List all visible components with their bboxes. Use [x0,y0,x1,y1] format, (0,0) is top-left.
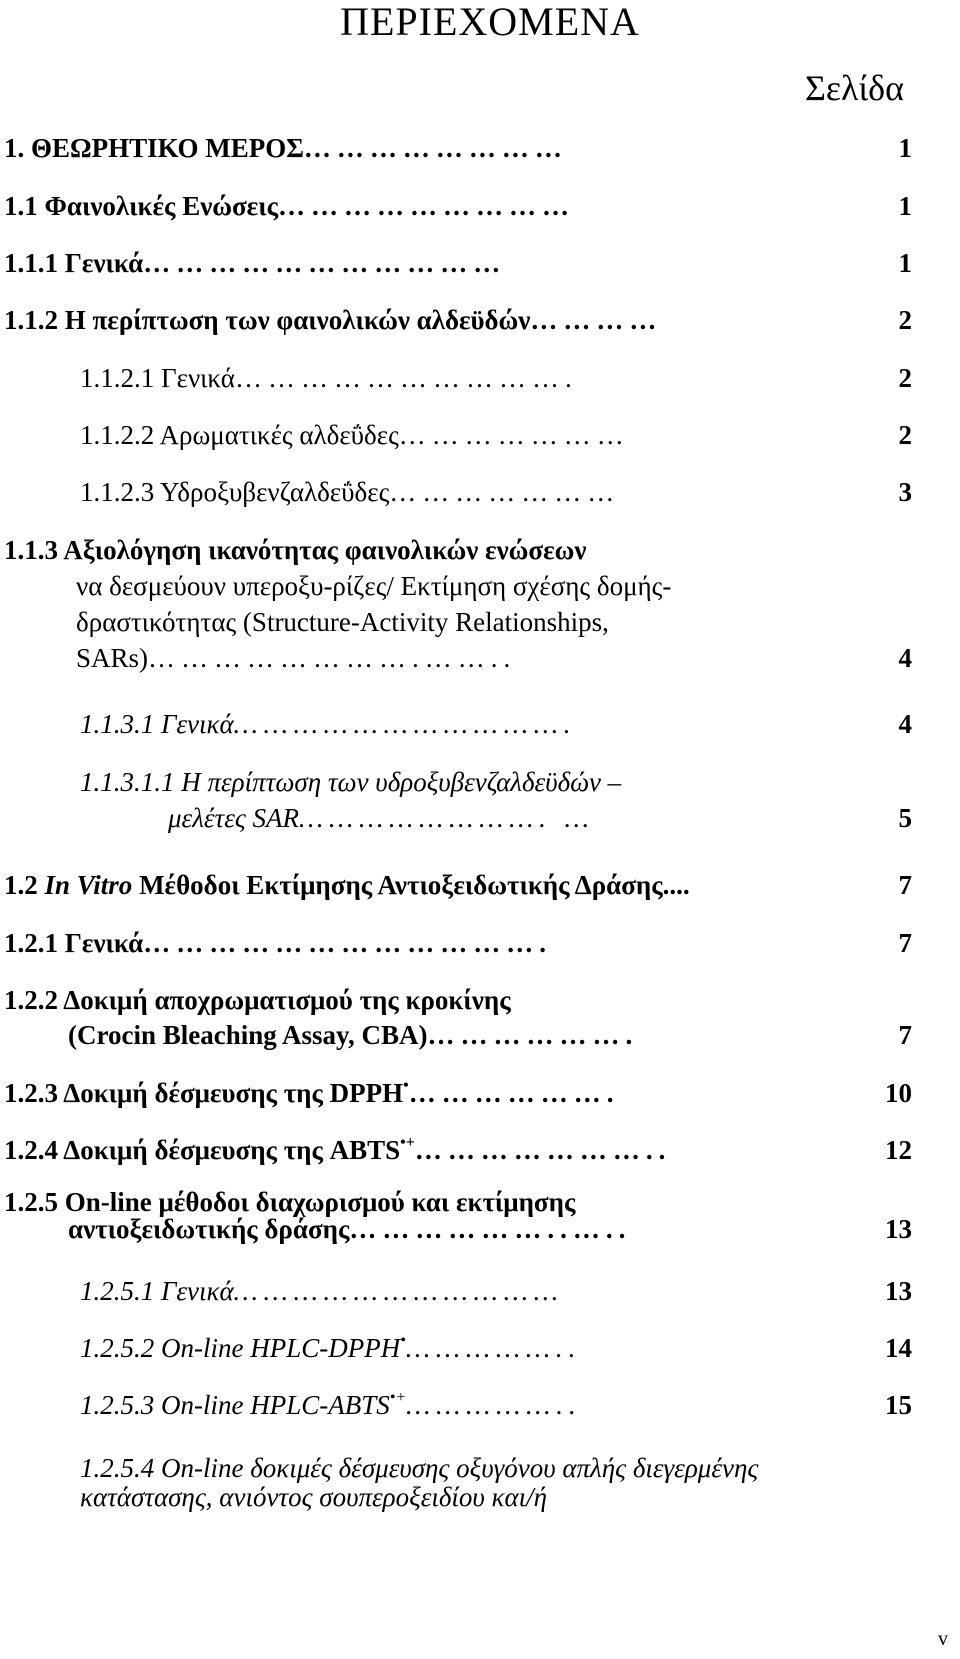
radical-superscript: • [400,1332,406,1349]
toc-entry-1-2-2-line-2 [68,1019,638,1051]
toc-entry-prefix: 1.2 [4,870,45,900]
toc-leader: …………………………. [234,363,578,393]
toc-entry-1-2-5-4-line-1[interactable] [80,1452,758,1484]
toc-entry-1-2-3[interactable] [4,1077,619,1109]
page-title: ΠΕΡΙΕΧΟΜΕΝΑ [340,0,640,44]
toc-entry-1-2-1[interactable] [4,927,552,959]
toc-entry-text: δραστικότητας (Structure-Activity Relationships, [76,607,609,637]
toc-entry-1-1-3-1-1-line-1[interactable] [80,766,621,798]
toc-leader: ………… [530,305,663,335]
toc-entry-text: 1.1.1 Γενικά [4,248,144,278]
toc-entry-1-2-2-line-1[interactable] [4,984,511,1016]
toc-leader: ……………………… [277,191,575,221]
toc-entry-1-1-3-line-4 [76,642,516,674]
toc-entry-text: 1.1.2.3 Υδροξυβενζαλδεΰδες [80,477,390,507]
toc-entry-text: SARs) [76,643,149,673]
toc-entry-1-2-4[interactable] [4,1134,671,1166]
toc-entry-text: 1.1.3 Αξιολόγηση ικανότητας φαινολικών ενώσεων [4,535,587,565]
toc-entry-1-2-5-line-2 [68,1213,631,1245]
toc-leader: ………………………………. [143,928,552,958]
toc-leader: ………………….. [414,1135,672,1165]
toc-entry-1-1-3-1[interactable] [80,708,576,740]
toc-leader: ………………. [408,1078,620,1108]
toc-entry-1-2-5-2[interactable] [80,1332,581,1364]
toc-entry-text: 1.1.3.1 Γενικά [80,709,234,739]
radical-superscript: •+ [400,1134,415,1151]
radical-superscript: •+ [389,1389,407,1406]
toc-entry-1-1-1[interactable] [4,247,506,279]
toc-entry-1-2[interactable] [4,869,690,901]
toc-leader: ………………..….. [349,1214,632,1244]
toc-entry-text: 1. ΘΕΩΡΗΤΙΚΟ ΜΕΡΟΣ [4,133,304,163]
toc-entry-1-1-3-line-3 [76,606,609,638]
toc-entry-1-1-2[interactable] [4,304,662,336]
toc-entry-text: (Crocin Bleaching Assay, CBA) [68,1020,428,1050]
toc-leader: …………….. [406,1390,582,1420]
toc-entry-text: 1.2.4 Δοκιμή δέσμευσης της ABTS [4,1135,401,1165]
toc-entry-text: 1.1 Φαινολικές Ενώσεις [4,191,278,221]
toc-entry-text: 1.1.2.1 Γενικά [80,363,235,393]
footer-page-number: v [938,1628,948,1650]
toc-entry-text: 1.2.5.2 On-line HPLC-DPPH [80,1333,401,1363]
toc-entry-text: 1.1.2 Η περίπτωση των φαινολικών αλδεϋδών [4,305,531,335]
toc-leader: .... [662,870,690,900]
toc-entry-text: μελέτες SAR [168,803,300,833]
toc-entry-text: 1.2.5 On-line μέθοδοι διαχωρισμού και εκτίμησης [4,1187,576,1217]
radical-superscript: • [403,1077,409,1094]
toc-entry-1-1-3-line-1[interactable] [4,534,586,566]
toc-entry-text: να δεσμεύουν υπεροξυ-ρίζες/ Εκτίμηση σχέσης δομής- [76,571,672,601]
toc-entry-1-2-5-1[interactable] [80,1275,564,1307]
toc-leader: …………………………… [143,248,507,278]
toc-entry-text: 1.2.2 Δοκιμή αποχρωματισμού της κροκίνης [4,985,511,1015]
toc-entry-1-1-2-3[interactable] [80,476,620,508]
toc-leader: ……………………. … [299,803,595,833]
toc-entry-1-1[interactable] [4,190,575,222]
toc-leader: …………………….…….. [148,643,517,673]
toc-entry-text: 1.2.1 Γενικά [4,928,144,958]
toc-entry-1-2-5-4-line-2 [80,1481,547,1513]
toc-entry-text: κατάστασης, ανιόντος σουπεροξειδίου και/ή [80,1482,548,1512]
toc-leader: …………….. [405,1333,582,1363]
toc-entry-text: αντιοξειδωτικής δράσης [68,1214,350,1244]
toc-entry-text: Μέθοδοι Εκτίμησης Αντιοξειδωτικής Δράσης [132,870,663,900]
toc-entry-1-1-2-2[interactable] [80,419,630,451]
toc-entry-1-1-3-line-2 [76,570,671,602]
toc-entry-text: 1.2.5.4 On-line δοκιμές δέσμευσης οξυγόνου απλής διεγερμένης [80,1453,759,1483]
toc-entry-text: 1.2.3 Δοκιμή δέσμευσης της DPPH [4,1078,404,1108]
toc-entry-1-2-5-3[interactable] [80,1389,582,1421]
toc-leader: …………………… [303,133,568,163]
toc-entry-1-1-3-1-1-line-2 [168,802,595,834]
toc-entry-text: 1.2.5.3 On-line HPLC-ABTS [80,1390,390,1420]
toc-page: ΠΕΡΙΕΧΟΜΕΝΑ Σελίδα 1. ΘΕΩΡΗΤΙΚΟ ΜΕΡΟΣ…………………… 1 1.1 Φαινολικές Ενώσεις……………………… 1 1.1.1 Γενικά…………………………… 1 1.1.2 Η περίπτωση των φαινολικών αλδεϋδών………… 2 1.1.2.1 Γενικά…………………………. 2 1.1.2.2 Αρωματικές αλδεΰδες………………… 2 1.1.2.3 Υδροξυβενζαλδεΰδες………………… 3 1.1.3 Αξιολόγηση ικανότητας φαινολικών ενώσεων να δεσμεύουν υπεροξυ-ρίζες/ Εκτίμηση σχέσης δομής- δραστικότητας (Structure-Activity Relationships, SARs)…………………….…….. 4 1.1.3.1 Γενικά……………………………. 4 1.1.3.1.1 Η περίπτωση των υδροξυβενζαλδεϋδών – μελέτες SAR……………………. … 5 1.2 In Vitro Μέθοδοι Εκτίμησης Αντιοξειδωτικής Δράσης.... 7 1.2.1 Γενικά………………………………. 7 1.2.2 Δοκιμή αποχρωματισμού της κροκίνης (Crocin Bleaching Assay, CBA)………………. 7 1.2.3 Δοκιμή δέσμευσης της DPPH•………………. 10 1.2.4 Δοκιμή δέσμευσης της ABTS•+………………….. 12 1.2.5 On-line μέθοδοι διαχωρισμού και εκτίμησης αντιοξειδωτικής δράσης………………..….. 13 1.2.5.1 Γενικά…………………………… 13 1.2.5.2 On-line HPLC-DPPH•…………….. 14 1.2.5.3 On-line HPLC-ABTS•+…………….. 15 1.2.5.4 On-line δοκιμές δέσμευσης οξυγόνου απλής διεγερμένης κατάστασης, ανιόντος σουπεροξειδίου και/ή v [0,0,960,1659]
toc-leader: ………………… [389,477,621,507]
toc-entry-italic: In Vitro [44,870,133,900]
toc-leader: ……………………………. [233,709,577,739]
toc-entry-text: 1.1.2.2 Αρωματικές αλδεΰδες [80,420,399,450]
toc-leader: ………………. [427,1020,639,1050]
toc-leader: ………………… [398,420,630,450]
toc-entry-text: 1.1.3.1.1 Η περίπτωση των υδροξυβενζαλδεϋδών – [80,767,622,797]
toc-entry-1[interactable] [4,132,568,164]
toc-entry-text: 1.2.5.1 Γενικά [80,1276,234,1306]
toc-leader: …………………………… [233,1276,564,1306]
page-column-heading: Σελίδα [804,68,904,108]
toc-entry-1-1-2-1[interactable] [80,362,578,394]
